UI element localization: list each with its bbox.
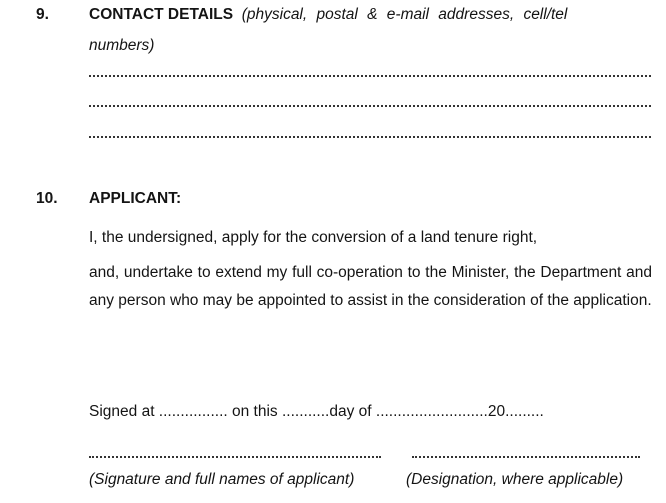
signed-at-line: Signed at ................ on this ...........day of ..........................20.........: [89, 403, 544, 420]
signature-caption: (Signature and full names of applicant): [89, 471, 355, 488]
section-10-heading: APPLICANT:: [89, 190, 182, 207]
contact-details-line-1[interactable]: [89, 75, 651, 77]
contact-details-line-3[interactable]: [89, 136, 651, 138]
applicant-declaration-line: I, the undersigned, apply for the conversion of a land tenure right,: [89, 229, 538, 246]
section-9-hint: (physical, postal & e-mail addresses, cell/tel: [241, 6, 568, 23]
section-10-number: 10.: [36, 190, 58, 207]
applicant-undertaking-paragraph: and, undertake to extend my full co-operation to the Minister, the Department and any person who may be appointed to assist in the consideration of the application.: [89, 264, 652, 309]
contact-details-line-2[interactable]: [89, 105, 651, 107]
designation-caption: (Designation, where applicable): [406, 471, 624, 488]
section-9-heading: CONTACT DETAILS: [89, 6, 234, 23]
designation-line[interactable]: [412, 456, 640, 458]
section-9-hint-continued: numbers): [89, 37, 155, 54]
signature-line[interactable]: [89, 456, 381, 458]
section-9-title-line: [89, 6, 655, 24]
section-9-number: 9.: [36, 6, 49, 23]
